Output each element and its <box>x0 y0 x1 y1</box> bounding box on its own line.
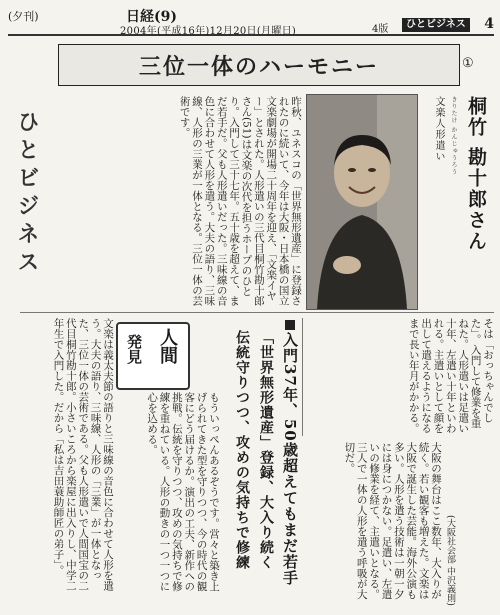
series-title-banner <box>58 44 460 86</box>
body-column-right-top <box>306 318 494 438</box>
profile-role: 文楽人形遣い <box>433 96 444 162</box>
page-header <box>8 4 494 36</box>
human-discovery-stamp <box>116 322 190 390</box>
side-series-label: ひとビジネス <box>14 110 40 278</box>
byline: (大阪社会部 中沢義則) <box>445 515 455 606</box>
body-column-left <box>20 318 114 601</box>
divider <box>302 318 303 436</box>
page-edition: 4版 <box>372 24 389 35</box>
body-text-right-top: そは「おっちゃんでした」。入門して修業を重ねた。人形遣いは足遣い十年、左遣い十年といわれる。主遣いとして顔を出して遣えるようになるまで長い年月がかかる。 <box>407 318 494 434</box>
portrait-illustration <box>307 95 417 309</box>
stamp-text-a: 人間 <box>157 328 178 364</box>
page-number: 4 <box>484 16 494 32</box>
headline-marker <box>285 320 295 330</box>
headline-2: 「世界無形遺産」登録、大入り続く <box>258 330 274 570</box>
edition-label: (夕刊) <box>8 10 39 23</box>
series-number: ① <box>462 56 474 71</box>
divider <box>20 312 494 313</box>
section-label: ひとビジネス <box>402 18 470 32</box>
series-title: 三位一体のハーモニー <box>138 53 379 80</box>
headline-1: 入門37年、50歳超えてもまだ若手 <box>280 320 301 600</box>
profile-name-ruby: きりたけ かんじゅうろう <box>450 96 457 176</box>
body-text-right-bottom: 大阪の舞台はここ数年、大入りが続く。若い観客も増えた。文楽は大阪で誕生した芸能。海外公演も多い。人形を遣う技術は一朝一夕には身につかない。足遣い、左遣いの修業を経て、主遣いとなる。三人で一体の人形を遣う呼吸が大切だ。 <box>343 442 442 600</box>
paper-name: 日経(9) <box>126 9 177 25</box>
stamp-text-b: 発見 <box>125 334 143 364</box>
body-text-left: 文楽は義太夫節の語りと三味線の音色に合わせて人形を遣う。大夫の語り、三味線、人形の「三業」が一体となった、三位一体の芸術である。父も人形遣いで人間国宝の二代目桐竹勘十郎。小さいころから楽屋に出入りし、中学二年生で入門した。だから「私は吉田蓑助師匠の弟子」。 <box>52 318 114 591</box>
profile-name-block <box>424 96 494 310</box>
body-column-right-bottom <box>306 442 442 600</box>
body-text-center: もういっぺんあるぞうです。営々と築き上げられてきた型を守りつつ、今の時代の観客にどう届けるか。演出の工夫、新作への挑戦。伝統を守りつつ、攻めの気持ちで修練を重ねている。人形の動きの一つ一つに心を込める。 <box>146 392 220 592</box>
body-column-center <box>120 392 220 600</box>
headline-3: 伝統守りつつ、攻めの気持ちで修練 <box>234 330 250 570</box>
lead-text: 昨秋、ユネスコの「世界無形遺産」に登録されたのに続いて、今年は大阪・日本橋の国立文楽劇場が開場二十周年を迎え、「文楽イヤー」とされた。人形遣いの三代目桐竹勘十郎さん(51)は文楽の次代を担うホープのひとり。入門して三十七年。五十歳を超えて、まだ若手だ。父も人形遣いだった。三味線の音色に合わせて人形を遣う。大夫の語り、三味線、人形の三業が一体となる。三位一体の芸術です。 <box>178 96 302 306</box>
lead-column <box>52 96 302 306</box>
profile-name: 桐竹 勘十郎さん <box>465 96 487 252</box>
portrait-photo <box>306 94 418 310</box>
publication-date: 2004年(平成16年)12月20日(月曜日) <box>120 26 297 37</box>
